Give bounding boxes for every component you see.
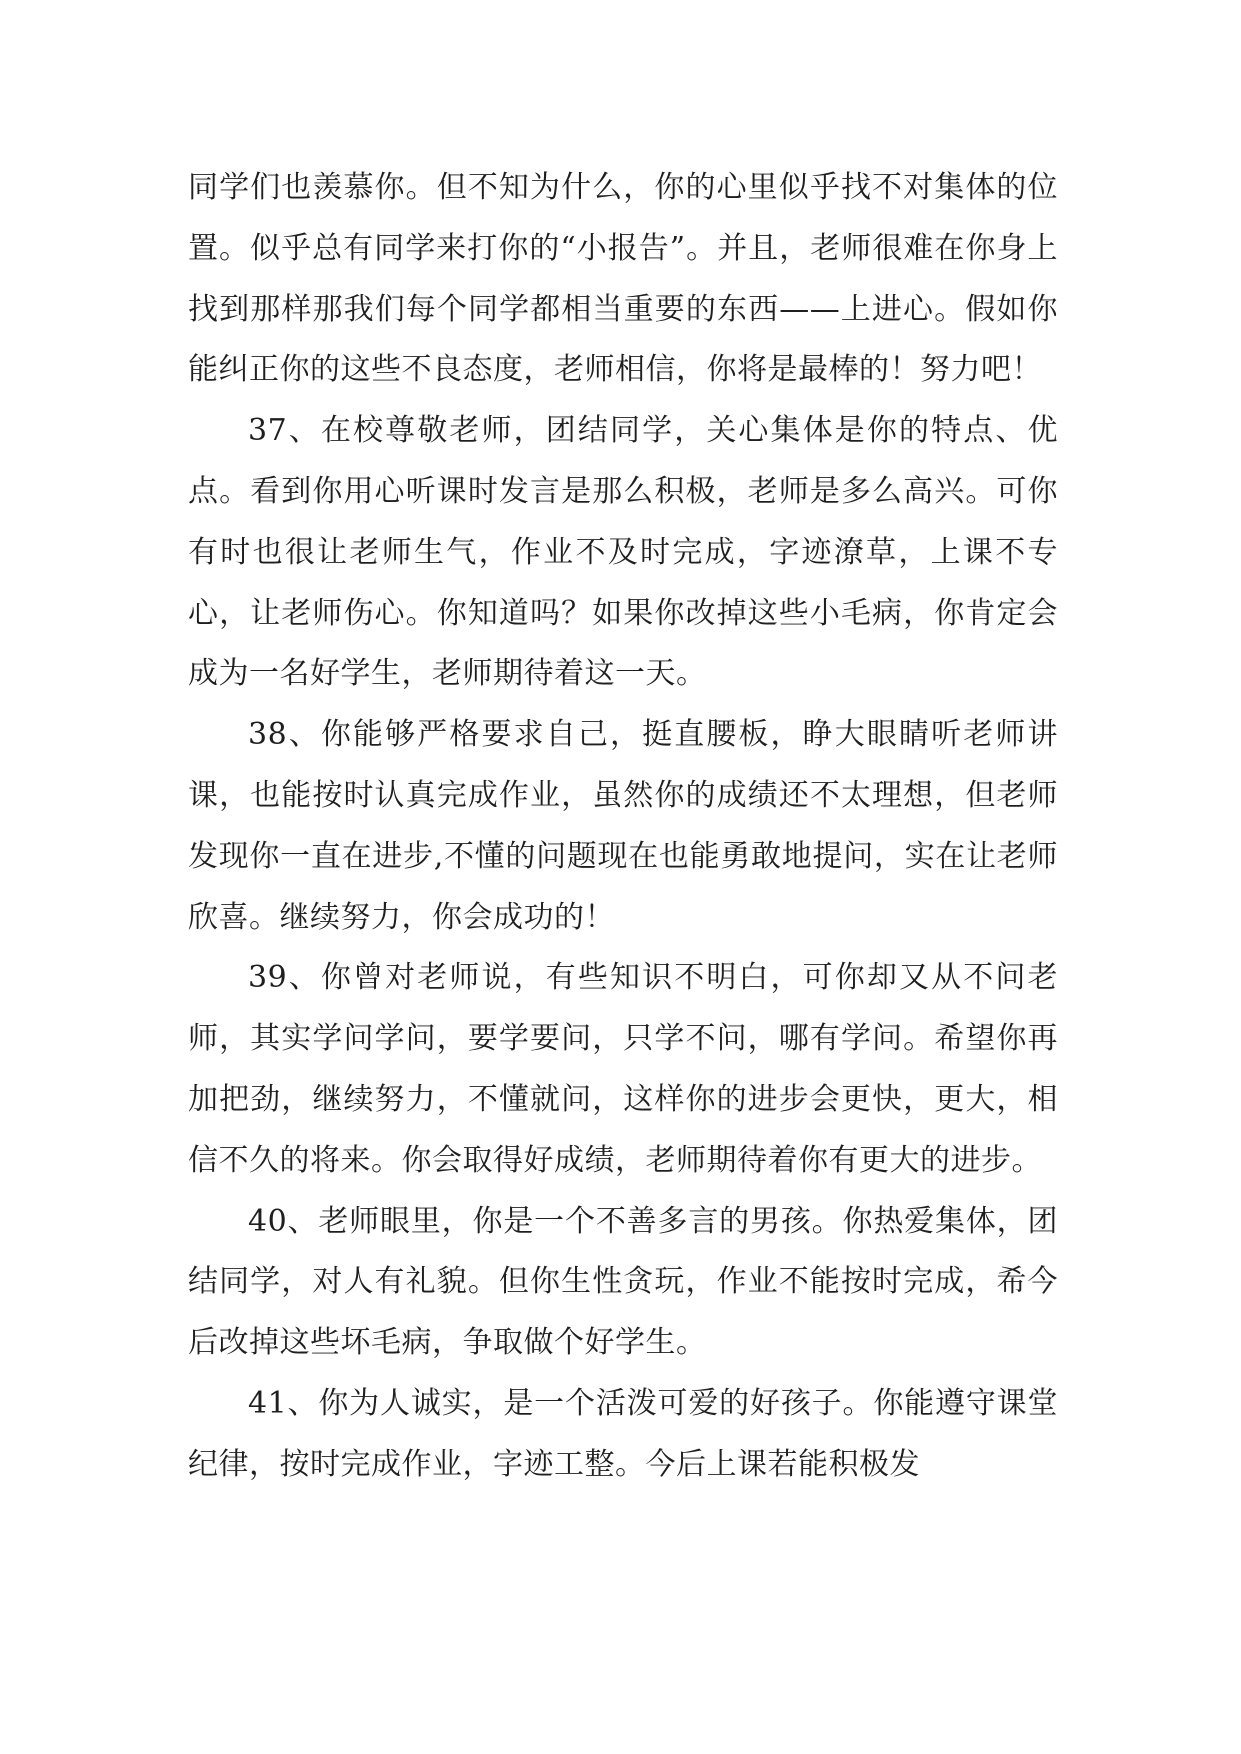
paragraph-39: 39、你曾对老师说，有些知识不明白，可你却又从不问老师，其实学问学问，要学要问，只学不问，哪有学问。希望你再加把劲，继续努力，不懂就问，这样你的进步会更快，更大，相信不久的将来。你会取得好成绩，老师期待着你有更大的进步。 <box>188 960 1058 1178</box>
paragraph-41: 41、你为人诚实，是一个活泼可爱的好孩子。你能遵守课堂纪律，按时完成作业，字迹工整。今后上课若能积极发 <box>188 1385 1058 1482</box>
document-body <box>188 158 1058 1496</box>
paragraph-37: 37、在校尊敬老师，团结同学，关心集体是你的特点、优点。看到你用心听课时发言是那么积极，老师是多么高兴。可你有时也很让老师生气，作业不及时完成，字迹潦草，上课不专心，让老师伤心。你知道吗？如果你改掉这些小毛病，你肯定会成为一名好学生，老师期待着这一天。 <box>188 413 1058 692</box>
paragraph-continuation: 同学们也羡慕你。但不知为什么，你的心里似乎找不对集体的位置。似乎总有同学来打你的“小报告”。并且，老师很难在你身上找到那样那我们每个同学都相当重要的东西——上进心。假如你能纠正你的这些不良态度，老师相信，你将是最棒的！努力吧！ <box>188 170 1058 388</box>
paragraph-40: 40、老师眼里，你是一个不善多言的男孩。你热爱集体，团结同学，对人有礼貌。但你生性贪玩，作业不能按时完成，希今后改掉这些坏毛病，争取做个好学生。 <box>188 1203 1058 1361</box>
paragraph-38: 38、你能够严格要求自己，挺直腰板，睁大眼睛听老师讲课，也能按时认真完成作业，虽然你的成绩还不太理想，但老师发现你一直在进步,不懂的问题现在也能勇敢地提问，实在让老师欣喜。继续努力，你会成功的！ <box>188 717 1058 935</box>
